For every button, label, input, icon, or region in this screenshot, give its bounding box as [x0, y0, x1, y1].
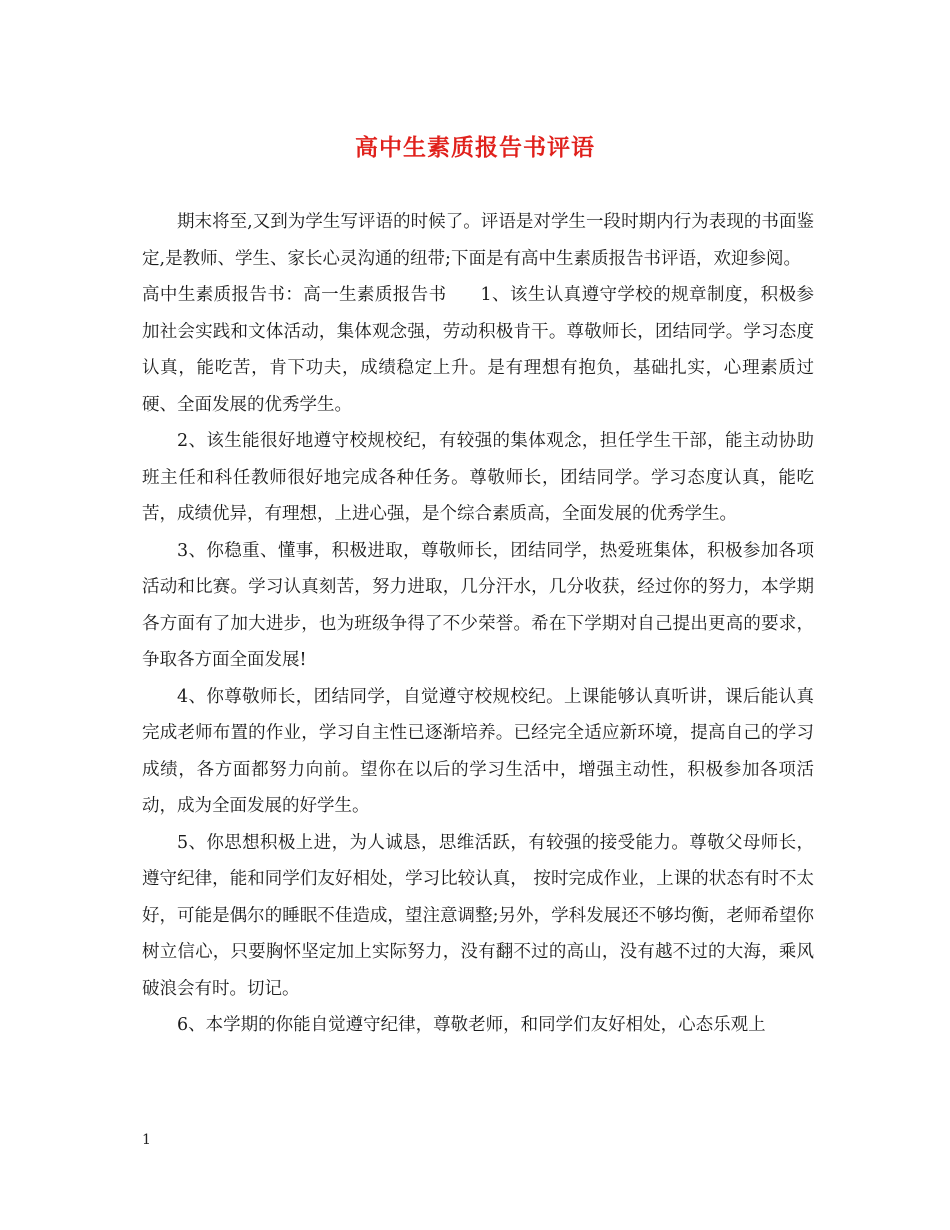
section-paragraph: [142, 277, 814, 423]
comment-2: 2、该生能很好地遵守校规校纪，有较强的集体观念，担任学生干部，能主动协助班主任和科任教师很好地完成各种任务。尊敬师长，团结同学。学习态度认真，能吃苦，成绩优异，有理想，上进心强，是个综合素质高，全面发展的优秀学生。: [142, 431, 814, 524]
document-title: 高中生素质报告书评语: [355, 134, 595, 161]
comment-5: 5、你思想积极上进，为人诚恳，思维活跃，有较强的接受能力。尊敬父母师长，遵守纪律，能和同学们友好相处，学习比较认真， 按时完成作业，上课的状态有时不太好，可能是偶尔的睡眠不佳造成，望注意调整;另外，学科发展还不够均衡，老师希望你树立信心，只要胸怀坚定加上实际努力，没有翻不过的高山，没有越不过的大海，乘风破浪会有时。切记。: [142, 832, 814, 999]
comment-1: 1、该生认真遵守学校的规章制度，积极参加社会实践和文体活动，集体观念强，劳动积极肯干。尊敬师长，团结同学。学习态度认真，能吃苦，肯下功夫，成绩稳定上升。是有理想有抱负，基础扎实，心理素质过硬、全面发展的优秀学生。: [142, 285, 815, 415]
section-heading: 高中生素质报告书：高一生素质报告书: [142, 285, 447, 305]
comment-4: 4、你尊敬师长，团结同学，自觉遵守校规校纪。上课能够认真听讲，课后能认真完成老师布置的作业，学习自主性已逐渐培养。已经完全适应新环境，提高自己的学习成绩，各方面都努力向前。望你在以后的学习生活中，增强主动性，积极参加各项活动，成为全面发展的好学生。: [142, 686, 814, 816]
comment-6: 6、本学期的你能自觉遵守纪律，尊敬老师，和同学们友好相处，心态乐观上: [177, 1015, 766, 1035]
page-number: 1: [142, 1132, 151, 1148]
document-body: [142, 204, 814, 1044]
comment-3: 3、你稳重、懂事，积极进取，尊敬师长，团结同学，热爱班集体，积极参加各项活动和比赛。学习认真刻苦，努力进取，几分汗水，几分收获，经过你的努力，本学期各方面有了加大进步，也为班级争得了不少荣誉。希在下学期对自己提出更高的要求，争取各方面全面发展!: [142, 540, 814, 670]
intro-paragraph: 期末将至,又到为学生写评语的时候了。评语是对学生一段时期内行为表现的书面鉴定,是教师、学生、家长心灵沟通的纽带;下面是有高中生素质报告书评语，欢迎参阅。: [142, 212, 814, 269]
